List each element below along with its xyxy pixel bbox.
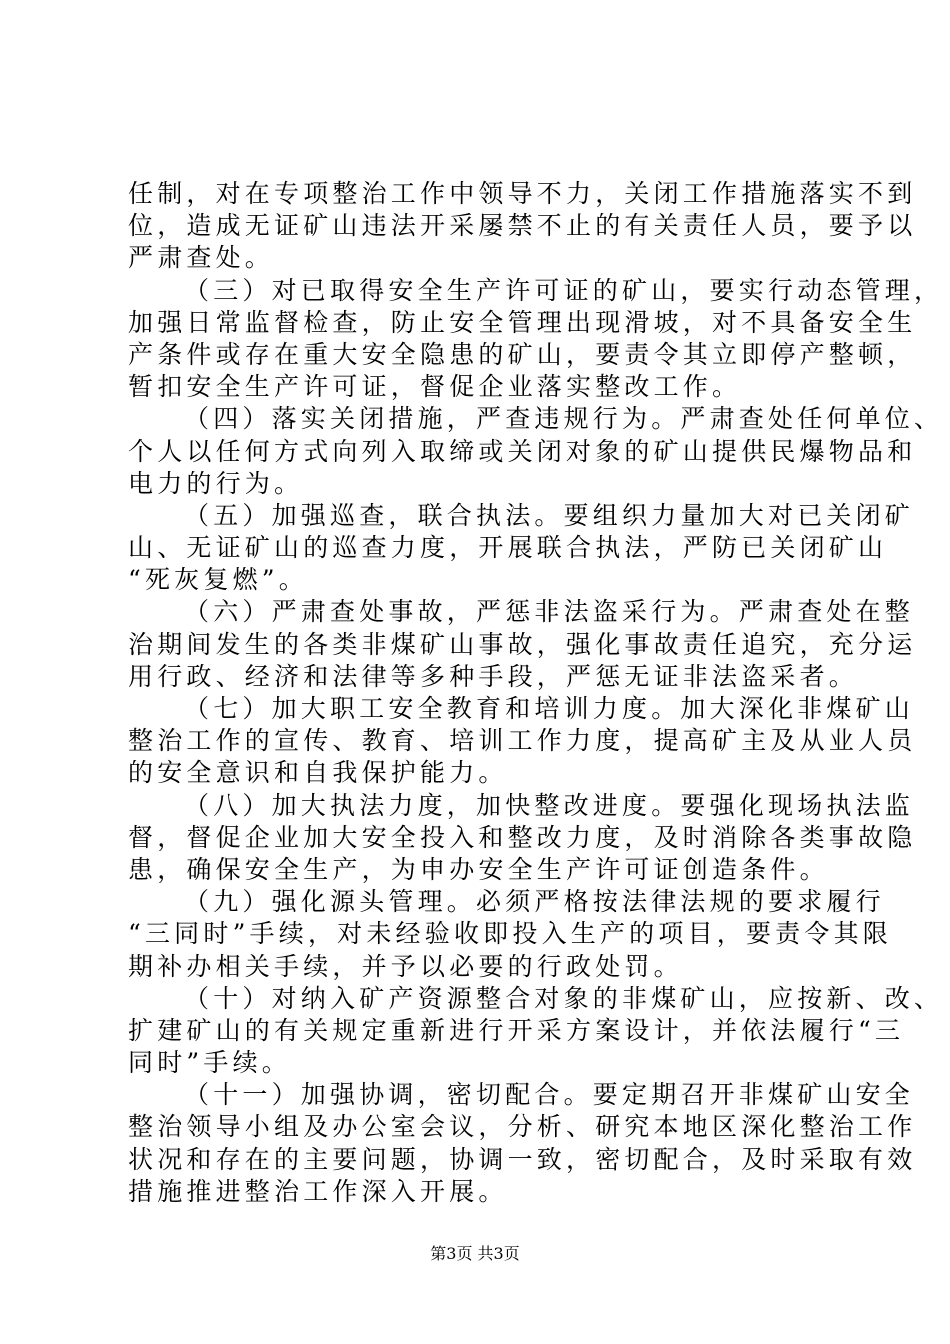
text-line: 个人以任何方式向列入取缔或关闭对象的矿山提供民爆物品和 — [128, 436, 917, 466]
text-line: 整治领导小组及办公室会议，分析、研究本地区深化整治工作 — [128, 1112, 917, 1142]
paragraph-first-line: （七）加大职工安全教育和培训力度。加大深化非煤矿山 — [184, 694, 915, 723]
text-line: 扩建矿山的有关规定重新进行开采方案设计，并依法履行“三 — [128, 1015, 905, 1045]
text-line: 措施推进整治工作深入开展。 — [128, 1176, 508, 1206]
paragraph-first-line: （十一）加强协调，密切配合。要定期召开非煤矿山安全 — [184, 1080, 915, 1110]
paragraph-first-line: （八）加大执法力度，加快整改进度。要强化现场执法监 — [184, 790, 915, 820]
text-line: 任制，对在专项整治工作中领导不力，关闭工作措施落实不到 — [128, 179, 917, 208]
text-line: 督，督促企业加大安全投入和整改力度，及时消除各类事故隐 — [128, 822, 917, 852]
paragraph-first-line: （十）对纳入矿产资源整合对象的非煤矿山，应按新、改、 — [184, 983, 944, 1013]
text-line: 严肃查处。 — [128, 243, 275, 273]
text-line: 电力的行为。 — [128, 468, 304, 498]
page-footer: 第3页 共3页 — [430, 1244, 520, 1263]
text-line: 产条件或存在重大安全隐患的矿山，要责令其立即停产整顿， — [128, 339, 917, 369]
text-line: 的安全意识和自我保护能力。 — [128, 758, 508, 788]
text-line: 山、无证矿山的巡查力度，开展联合执法，严防已关闭矿山 — [128, 533, 888, 563]
paragraph-first-line: （五）加强巡查，联合执法。要组织力量加大对已关闭矿 — [184, 500, 915, 530]
text-line: 加强日常监督检查，防止安全管理出现滑坡，对不具备安全生 — [128, 307, 917, 337]
text-line: 位，造成无证矿山违法开采屡禁不止的有关责任人员，要予以 — [128, 211, 917, 241]
body-text — [128, 178, 944, 1208]
paragraph-first-line: （三）对已取得安全生产许可证的矿山，要实行动态管理， — [184, 275, 944, 305]
text-line: 同时”手续。 — [128, 1048, 291, 1078]
text-line: 状况和存在的主要问题，协调一致，密切配合，及时采取有效 — [128, 1144, 917, 1174]
text-line: 期补办相关手续，并予以必要的行政处罚。 — [128, 951, 683, 981]
text-line: “三同时”手续，对未经验收即投入生产的项目，要责令其限 — [128, 919, 892, 949]
paragraph-first-line: （六）严肃查处事故，严惩非法盗采行为。严肃查处在整 — [184, 597, 915, 627]
text-line: 患，确保安全生产，为申办安全生产许可证创造条件。 — [128, 854, 829, 884]
text-line: 整治工作的宣传、教育、培训工作力度，提高矿主及从业人员 — [128, 726, 917, 756]
text-line: 暂扣安全生产许可证，督促企业落实整改工作。 — [128, 372, 742, 402]
paragraph-first-line: （四）落实关闭措施，严查违规行为。严肃查处任何单位、 — [184, 404, 944, 434]
text-line: “死灰复燃”。 — [128, 565, 308, 595]
text-line: 用行政、经济和法律等多种手段，严惩无证非法盗采者。 — [128, 661, 859, 691]
paragraph-first-line: （九）强化源头管理。必须严格按法律法规的要求履行 — [184, 887, 885, 917]
text-line: 治期间发生的各类非煤矿山事故，强化事故责任追究，充分运 — [128, 629, 917, 659]
